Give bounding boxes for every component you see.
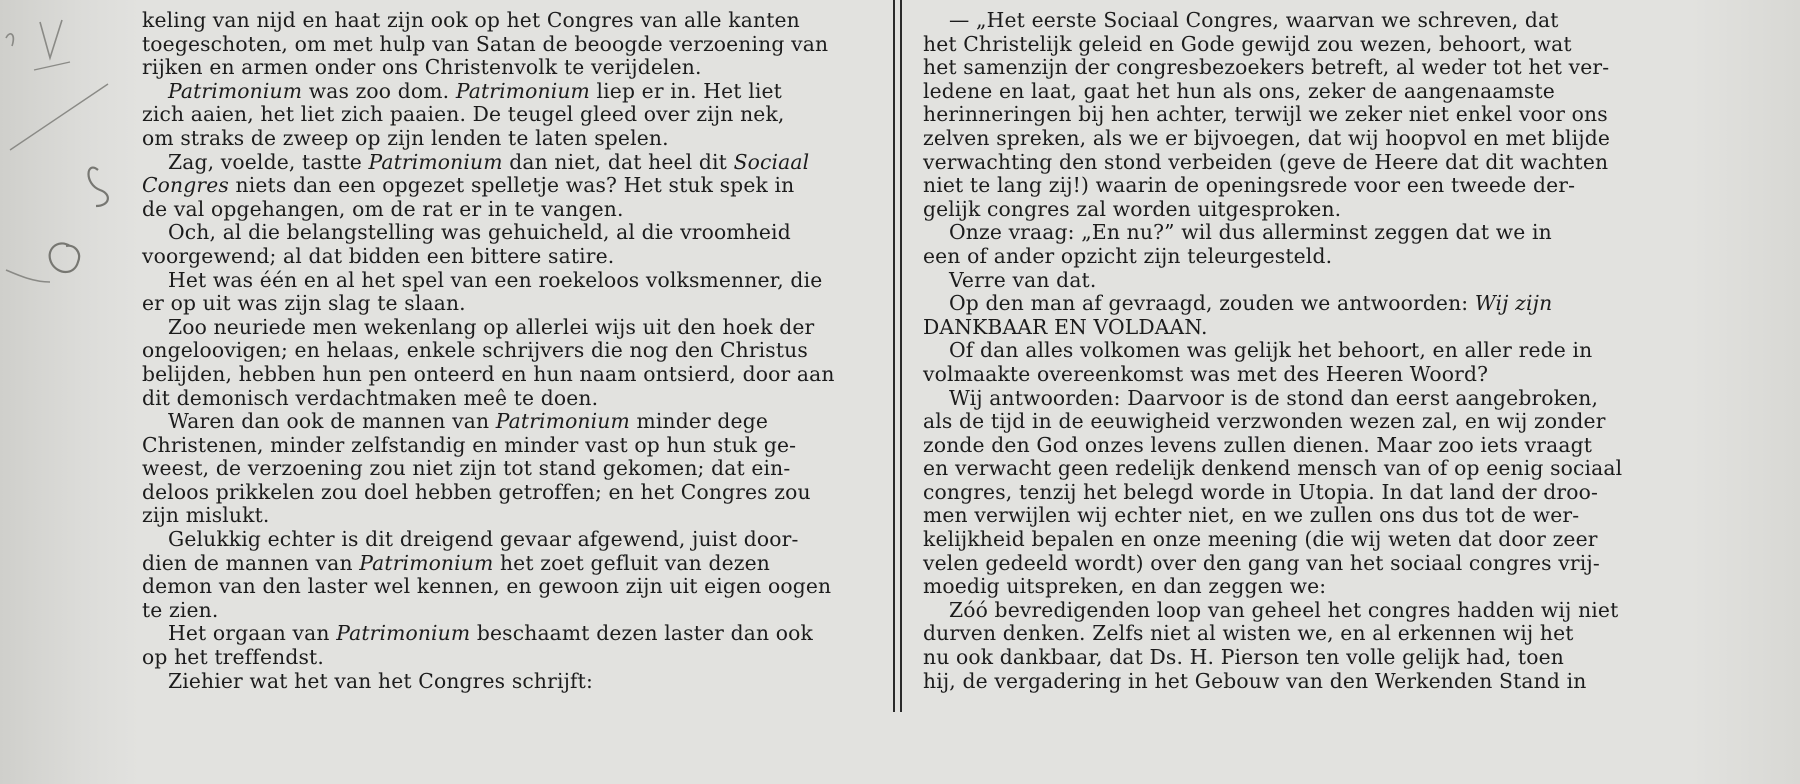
text-line: Gelukkig echter is dit dreigend gevaar afgewend, juist door- xyxy=(168,527,799,552)
text-line: congres, tenzij het belegd worde in Utopia. In dat land der droo- xyxy=(923,479,1598,504)
paragraph xyxy=(142,316,887,410)
paragraph xyxy=(142,670,887,694)
page-right-margin xyxy=(1690,0,1800,784)
text-line: nu ook dankbaar, dat Ds. H. Pierson ten volle gelijk had, toen xyxy=(923,645,1564,670)
text-line: Congres niets dan een opgezet spelletje was? Het stuk spek in xyxy=(142,173,795,198)
text-line: Het was één en al het spel van een roekeloos volksmenner, die xyxy=(168,267,823,292)
left-text-column xyxy=(142,9,887,693)
text-line: durven denken. Zelfs niet al wisten we, en al erkennen wij het xyxy=(923,621,1574,646)
text-line: de val opgehangen, om de rat er in te vangen. xyxy=(142,196,624,221)
text-line: Ziehier wat het van het Congres schrijft: xyxy=(168,668,593,693)
text-line: Op den man af gevraagd, zouden we antwoorden: Wij zijn xyxy=(949,291,1553,316)
text-line: Och, al die belangstelling was gehuicheld, al die vroomheid xyxy=(168,220,791,245)
paragraph xyxy=(142,221,887,268)
text-line: dien de mannen van Patrimonium het zoet gefluit van dezen xyxy=(142,550,770,575)
text-line: Het orgaan van Patrimonium beschaamt dezen laster dan ook xyxy=(168,621,813,646)
handwritten-margin-marks xyxy=(0,0,140,320)
text-line: Patrimonium was zoo dom. Patrimonium liep er in. Het liet xyxy=(168,78,782,103)
paragraph xyxy=(923,599,1668,693)
text-line: moedig uitspreken, en dan zeggen we: xyxy=(923,574,1327,599)
text-line: rijken en armen onder ons Christenvolk te verijdelen. xyxy=(142,55,702,80)
paragraph xyxy=(923,269,1668,293)
text-line: Zoo neuriede men wekenlang op allerlei wijs uit den hoek der xyxy=(168,314,815,339)
text-line: keling van nijd en haat zijn ook op het Congres van alle kanten xyxy=(142,8,800,32)
text-line: voorgewend; al dat bidden een bittere satire. xyxy=(142,243,615,268)
text-line: er op uit was zijn slag te slaan. xyxy=(142,291,466,316)
text-line: dit demonisch verdachtmaken meê te doen. xyxy=(142,385,599,410)
text-line: niet te lang zij!) waarin de openingsrede voor een tweede der- xyxy=(923,173,1576,198)
text-line: het samenzijn der congresbezoekers betreft, al weder tot het ver- xyxy=(923,55,1610,80)
text-line: te zien. xyxy=(142,597,219,622)
text-line: ongeloovigen; en helaas, enkele schrijvers die nog den Christus xyxy=(142,338,808,363)
text-line: deloos prikkelen zou doel hebben getroffen; en het Congres zou xyxy=(142,479,811,504)
text-line: als de tijd in de eeuwigheid verzwonden wezen zal, en wij zonder xyxy=(923,409,1606,434)
text-line: zijn mislukt. xyxy=(142,503,270,528)
text-line: Onze vraag: „En nu?” wil dus allerminst zeggen dat we in xyxy=(949,220,1552,245)
text-line: DANKBAAR EN VOLDAAN. xyxy=(923,314,1208,339)
paragraph xyxy=(923,292,1668,339)
text-line: Christenen, minder zelfstandig en minder vast op hun stuk ge- xyxy=(142,432,797,457)
text-line: — „Het eerste Sociaal Congres, waarvan we schreven, dat xyxy=(949,8,1559,32)
paragraph xyxy=(142,269,887,316)
paragraph xyxy=(923,9,1668,221)
text-line: verwachting den stond verbeiden (geve de Heere dat dit wachten xyxy=(923,149,1609,174)
paragraph xyxy=(142,151,887,222)
text-line: demon van den laster wel kennen, en gewoon zijn uit eigen oogen xyxy=(142,574,832,599)
text-line: zonde den God onzes levens zullen dienen. Maar zoo iets vraagt xyxy=(923,432,1593,457)
text-line: herinneringen bij hen achter, terwijl we zeker niet enkel voor ons xyxy=(923,102,1608,127)
text-line: Of dan alles volkomen was gelijk het behoort, en aller rede in xyxy=(949,338,1593,363)
text-line: men verwijlen wij echter niet, en we zullen ons dus tot de wer- xyxy=(923,503,1580,528)
paragraph xyxy=(142,9,887,80)
paragraph xyxy=(142,410,887,528)
text-line: Waren dan ook de mannen van Patrimonium minder dege xyxy=(168,409,768,434)
text-line: hij, de vergadering in het Gebouw van den Werkenden Stand in xyxy=(923,668,1587,693)
paragraph xyxy=(142,80,887,151)
text-line: toegeschoten, om met hulp van Satan de beoogde verzoening van xyxy=(142,31,829,56)
paragraph xyxy=(142,528,887,622)
text-line: Zóó bevredigenden loop van geheel het congres hadden wij niet xyxy=(949,597,1619,622)
text-line: zich aaien, het liet zich paaien. De teugel gleed over zijn nek, xyxy=(142,102,785,127)
text-line: zelven spreken, als we er bijvoegen, dat wij hoopvol en met blijde xyxy=(923,125,1611,150)
text-line: belijden, hebben hun pen onteerd en hun naam ontsierd, door aan xyxy=(142,361,835,386)
text-line: ledene en laat, gaat het hun als ons, zeker de aangenaamste xyxy=(923,78,1555,103)
text-line: een of ander opzicht zijn teleurgesteld. xyxy=(923,243,1333,268)
text-line: het Christelijk geleid en Gode gewijd zou wezen, behoort, wat xyxy=(923,31,1572,56)
text-line: op het treffendst. xyxy=(142,645,324,670)
text-line: kelijkheid bepalen en onze meening (die wij weten dat door zeer xyxy=(923,527,1598,552)
paragraph xyxy=(923,339,1668,386)
text-line: om straks de zweep op zijn lenden te laten spelen. xyxy=(142,125,669,150)
text-line: Wij antwoorden: Daarvoor is de stond dan eerst aangebroken, xyxy=(949,385,1599,410)
text-line: volmaakte overeenkomst was met des Heeren Woord? xyxy=(923,361,1489,386)
paragraph xyxy=(923,387,1668,599)
text-line: en verwacht geen redelijk denkend mensch van of op eenig sociaal xyxy=(923,456,1623,481)
text-line: Verre van dat. xyxy=(949,267,1097,292)
paragraph xyxy=(142,622,887,669)
text-line: Zag, voelde, tastte Patrimonium dan niet, dat heel dit Sociaal xyxy=(168,149,810,174)
paragraph xyxy=(923,221,1668,268)
text-line: weest, de verzoening zou niet zijn tot stand gekomen; dat ein- xyxy=(142,456,791,481)
text-line: gelijk congres zal worden uitgesproken. xyxy=(923,196,1342,221)
right-text-column xyxy=(923,9,1668,693)
text-line: velen gedeeld wordt) over den gang van het sociaal congres vrij- xyxy=(923,550,1600,575)
